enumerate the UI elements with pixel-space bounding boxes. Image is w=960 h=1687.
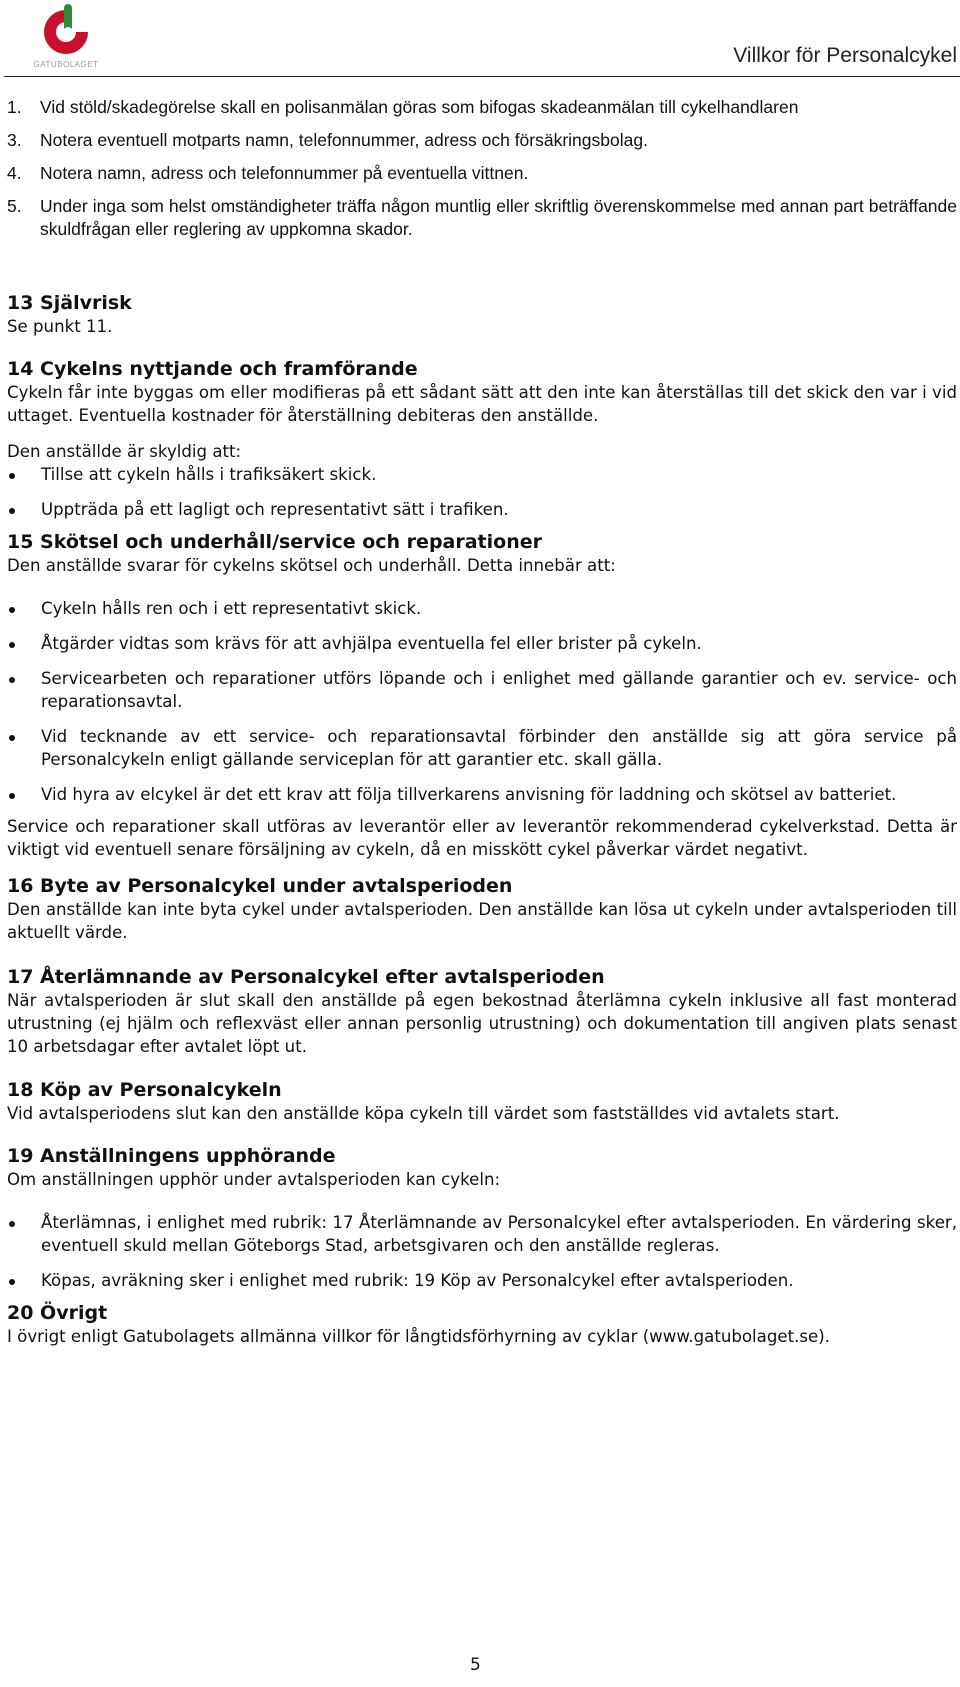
gatubolaget-logo <box>30 2 102 72</box>
header-divider <box>4 76 960 77</box>
list-text: Under inga som helst omständigheter träffa någon muntlig eller skriftlig överenskommelse med annan part beträffande skuldfrågan eller reglering av uppkomna skador. <box>40 196 957 239</box>
list-item: Cykeln hålls ren och i ett representativt skick. <box>7 597 957 620</box>
list-text: Notera namn, adress och telefonnummer på eventuella vittnen. <box>40 163 529 183</box>
list-item <box>7 129 957 152</box>
section-18-text: Vid avtalsperiodens slut kan den anställde köpa cykeln till värdet som fastställdes vid avtalets start. <box>7 1104 840 1123</box>
section-15-text: Den anställde svarar för cykelns skötsel och underhåll. Detta innebär att: <box>7 556 616 575</box>
section-16-heading: 16 Byte av Personalcykel under avtalsperioden <box>7 875 513 897</box>
logo-mark-icon <box>30 2 102 60</box>
list-item: Vid hyra av elcykel är det ett krav att följa tillverkarens anvisning för laddning och skötsel av batteriet. <box>7 783 957 806</box>
section-20-heading: 20 Övrigt <box>7 1302 108 1324</box>
section-18-heading: 18 Köp av Personalcykeln <box>7 1079 282 1101</box>
logo-text: GATUBOLAGET <box>33 60 99 69</box>
section-19-heading: 19 Anställningens upphörande <box>7 1145 336 1167</box>
section-13-heading: 13 Självrisk <box>7 292 132 314</box>
section-13-text: Se punkt 11. <box>7 317 113 336</box>
section-17-heading: 17 Återlämnande av Personalcykel efter avtalsperioden <box>7 966 605 988</box>
list-item: Åtgärder vidtas som krävs för att avhjälpa eventuella fel eller brister på cykeln. <box>7 632 957 655</box>
list-number: 1. <box>7 97 22 117</box>
list-text: Vid stöld/skadegörelse skall en polisanmälan göras som bifogas skadeanmälan till cykelhandlaren <box>40 97 799 117</box>
list-item <box>7 195 957 241</box>
section-16-text: Den anställde kan inte byta cykel under avtalsperioden. Den anställde kan lösa ut cykeln under avtalsperioden till aktuellt värde. <box>7 900 957 942</box>
section-14-text: Cykeln får inte byggas om eller modifieras på ett sådant sätt att den inte kan återställas till det skick den var i vid uttaget. Eventuella kostnader för återställning debiteras den anställde. <box>7 383 957 425</box>
section-14-intro: Den anställde är skyldig att: <box>7 442 242 461</box>
section-19-text: Om anställningen upphör under avtalsperioden kan cykeln: <box>7 1170 501 1189</box>
numbered-list <box>7 96 957 241</box>
list-item: Uppträda på ett lagligt och representativt sätt i trafiken. <box>7 498 957 521</box>
document-body <box>7 96 957 1348</box>
section-17-text: När avtalsperioden är slut skall den anställde på egen bekostnad återlämna cykeln inklusive all fast monterad utrustning (ej hjälm och reflexväst eller annan personlig utrustning) och dokumentation till angiven plats senast 10 arbetsdagar efter avtalet löpt ut. <box>7 991 957 1056</box>
list-item: Vid tecknande av ett service- och reparationsavtal förbinder den anställde sig att göra service på Personalcykeln enligt gällande serviceplan för att garantier etc. skall gälla. <box>7 725 957 771</box>
section-15-after: Service och reparationer skall utföras av leverantör eller av leverantör rekommenderad cykelverkstad. Detta är viktigt vid eventuell senare försäljning av cykeln, då en misskött cykel påverkar värdet negativt. <box>7 817 957 859</box>
section-20-text: I övrigt enligt Gatubolagets allmänna villkor för långtidsförhyrning av cyklar (www.gatubolaget.se). <box>7 1327 830 1346</box>
section-14-heading: 14 Cykelns nyttjande och framförande <box>7 358 418 380</box>
list-number: 5. <box>7 196 22 216</box>
list-number: 4. <box>7 163 22 183</box>
list-item <box>7 162 957 185</box>
list-item: Återlämnas, i enlighet med rubrik: 17 Återlämnande av Personalcykel efter avtalsperioden. En värdering sker, eventuell skuld mellan Göteborgs Stad, arbetsgivaren och den anställde regleras. <box>7 1211 957 1257</box>
page-number: 5 <box>470 1655 481 1675</box>
list-text: Notera eventuell motparts namn, telefonnummer, adress och försäkringsbolag. <box>40 130 648 150</box>
list-item: Köpas, avräkning sker i enlighet med rubrik: 19 Köp av Personalcykel efter avtalsperioden. <box>7 1269 957 1292</box>
list-item: Servicearbeten och reparationer utförs löpande och i enlighet med gällande garantier och ev. service- och reparationsavtal. <box>7 667 957 713</box>
document-title: Villkor för Personalcykel <box>733 44 957 67</box>
list-item: Tillse att cykeln hålls i trafiksäkert skick. <box>7 463 957 486</box>
section-15-heading: 15 Skötsel och underhåll/service och reparationer <box>7 531 542 553</box>
list-number: 3. <box>7 130 22 150</box>
page-header <box>0 0 960 76</box>
list-item <box>7 96 957 119</box>
